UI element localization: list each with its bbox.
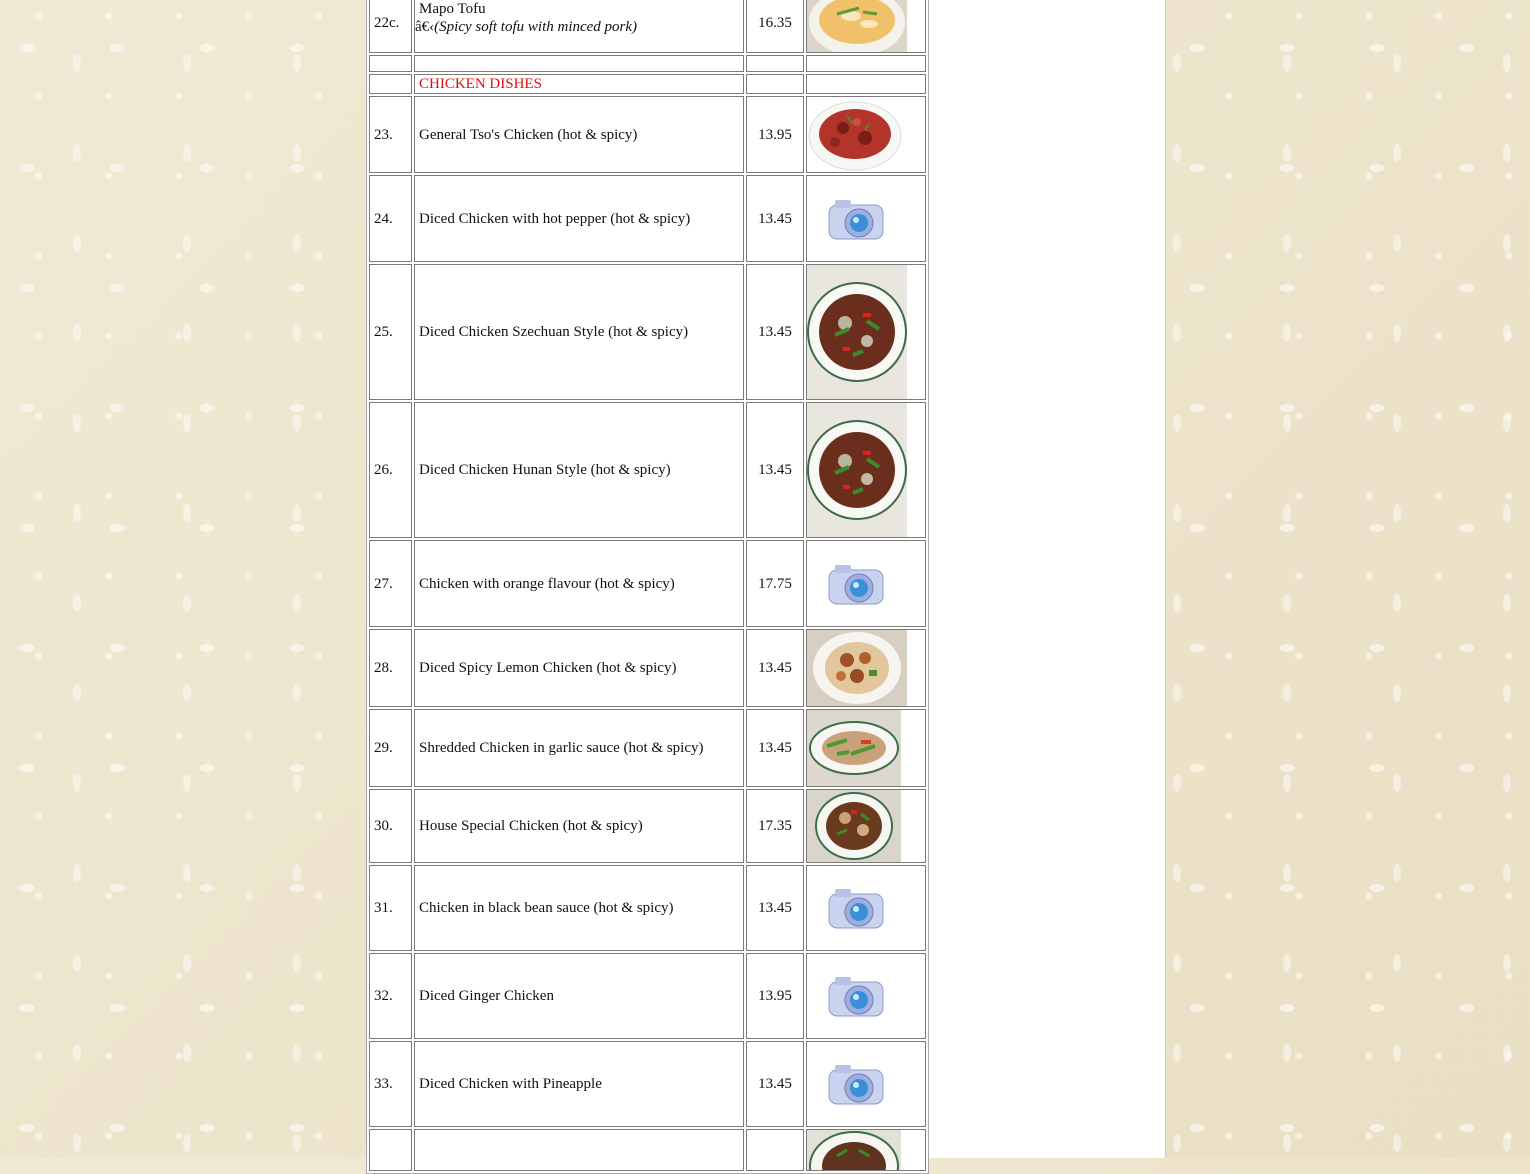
table-row xyxy=(369,865,926,951)
item-number: 22c. xyxy=(369,0,412,53)
dish-photo-cell xyxy=(806,1129,926,1171)
item-name: Chicken with orange flavour (hot & spicy) xyxy=(414,540,744,627)
item-price: 13.45 xyxy=(746,629,804,707)
item-price: 13.45 xyxy=(746,709,804,787)
item-name: Diced Chicken Hunan Style (hot & spicy) xyxy=(414,402,744,538)
item-price: 17.35 xyxy=(746,789,804,863)
table-row xyxy=(369,1041,926,1127)
item-price: 17.75 xyxy=(746,540,804,627)
item-number: 30. xyxy=(369,789,412,863)
item-price: 13.45 xyxy=(746,264,804,400)
dish-photo-cell xyxy=(806,175,926,262)
item-name: Diced Chicken with hot pepper (hot & spicy) xyxy=(414,175,744,262)
dish-photo-cell xyxy=(806,709,926,787)
camera-icon[interactable] xyxy=(825,882,885,934)
item-name: Shredded Chicken in garlic sauce (hot & spicy) xyxy=(414,709,744,787)
table-row xyxy=(369,1129,926,1171)
item-name: General Tso's Chicken (hot & spicy) xyxy=(414,96,744,173)
garlic-sauce-chicken-photo[interactable] xyxy=(807,710,901,786)
item-subtitle-prefix: â€‹ xyxy=(415,19,435,35)
dish-photo-cell xyxy=(806,264,926,400)
section-row xyxy=(369,74,926,94)
camera-icon[interactable] xyxy=(825,970,885,1022)
item-name: Diced Spicy Lemon Chicken (hot & spicy) xyxy=(414,629,744,707)
table-row xyxy=(369,264,926,400)
item-number: 31. xyxy=(369,865,412,951)
camera-icon[interactable] xyxy=(825,1058,885,1110)
section-title: CHICKEN DISHES xyxy=(414,74,744,94)
table-row xyxy=(369,96,926,173)
table-row xyxy=(369,789,926,863)
item-number: 27. xyxy=(369,540,412,627)
item-number: 32. xyxy=(369,953,412,1039)
dish-photo-cell xyxy=(806,402,926,538)
dish-photo-cell xyxy=(806,953,926,1039)
item-number: 33. xyxy=(369,1041,412,1127)
camera-icon[interactable] xyxy=(825,193,885,245)
item-name: Diced Chicken with Pineapple xyxy=(414,1041,744,1127)
item-price: 13.95 xyxy=(746,96,804,173)
item-price: 16.35 xyxy=(746,0,804,53)
item-name: Diced Ginger Chicken xyxy=(414,953,744,1039)
item-number: 25. xyxy=(369,264,412,400)
dish-photo-cell xyxy=(806,789,926,863)
item-name: Mapo Tofu xyxy=(419,1,486,17)
hunan-chicken-photo[interactable] xyxy=(807,403,907,537)
dish-photo[interactable] xyxy=(807,1130,901,1170)
item-name: Chicken in black bean sauce (hot & spicy) xyxy=(414,865,744,951)
dish-photo-cell xyxy=(806,629,926,707)
item-name: Diced Chicken Szechuan Style (hot & spicy) xyxy=(414,264,744,400)
house-special-chicken-photo[interactable] xyxy=(807,790,901,862)
item-subtitle: (Spicy soft tofu with minced pork) xyxy=(434,19,638,35)
table-row xyxy=(369,0,926,53)
general-tso-chicken-photo[interactable] xyxy=(807,98,903,172)
item-price: 13.45 xyxy=(746,175,804,262)
item-name-cell xyxy=(414,0,744,53)
dish-photo-cell xyxy=(806,540,926,627)
item-number: 24. xyxy=(369,175,412,262)
item-number: 23. xyxy=(369,96,412,173)
table-row xyxy=(369,402,926,538)
table-row xyxy=(369,540,926,627)
spacer-row xyxy=(369,55,926,72)
mapo-tofu-photo[interactable] xyxy=(807,0,907,52)
dish-photo-cell xyxy=(806,96,926,173)
item-number: 28. xyxy=(369,629,412,707)
lemon-chicken-photo[interactable] xyxy=(807,630,907,706)
item-number: 26. xyxy=(369,402,412,538)
table-row xyxy=(369,709,926,787)
table-row xyxy=(369,629,926,707)
dish-photo-cell xyxy=(806,0,926,53)
szechuan-chicken-photo[interactable] xyxy=(807,265,907,399)
menu-table xyxy=(366,0,929,1174)
item-price: 13.45 xyxy=(746,402,804,538)
item-price: 13.95 xyxy=(746,953,804,1039)
table-row xyxy=(369,953,926,1039)
dish-photo-cell xyxy=(806,865,926,951)
item-number: 29. xyxy=(369,709,412,787)
item-name: House Special Chicken (hot & spicy) xyxy=(414,789,744,863)
table-row xyxy=(369,175,926,262)
dish-photo-cell xyxy=(806,1041,926,1127)
camera-icon[interactable] xyxy=(825,558,885,610)
item-price: 13.45 xyxy=(746,1041,804,1127)
item-price: 13.45 xyxy=(746,865,804,951)
